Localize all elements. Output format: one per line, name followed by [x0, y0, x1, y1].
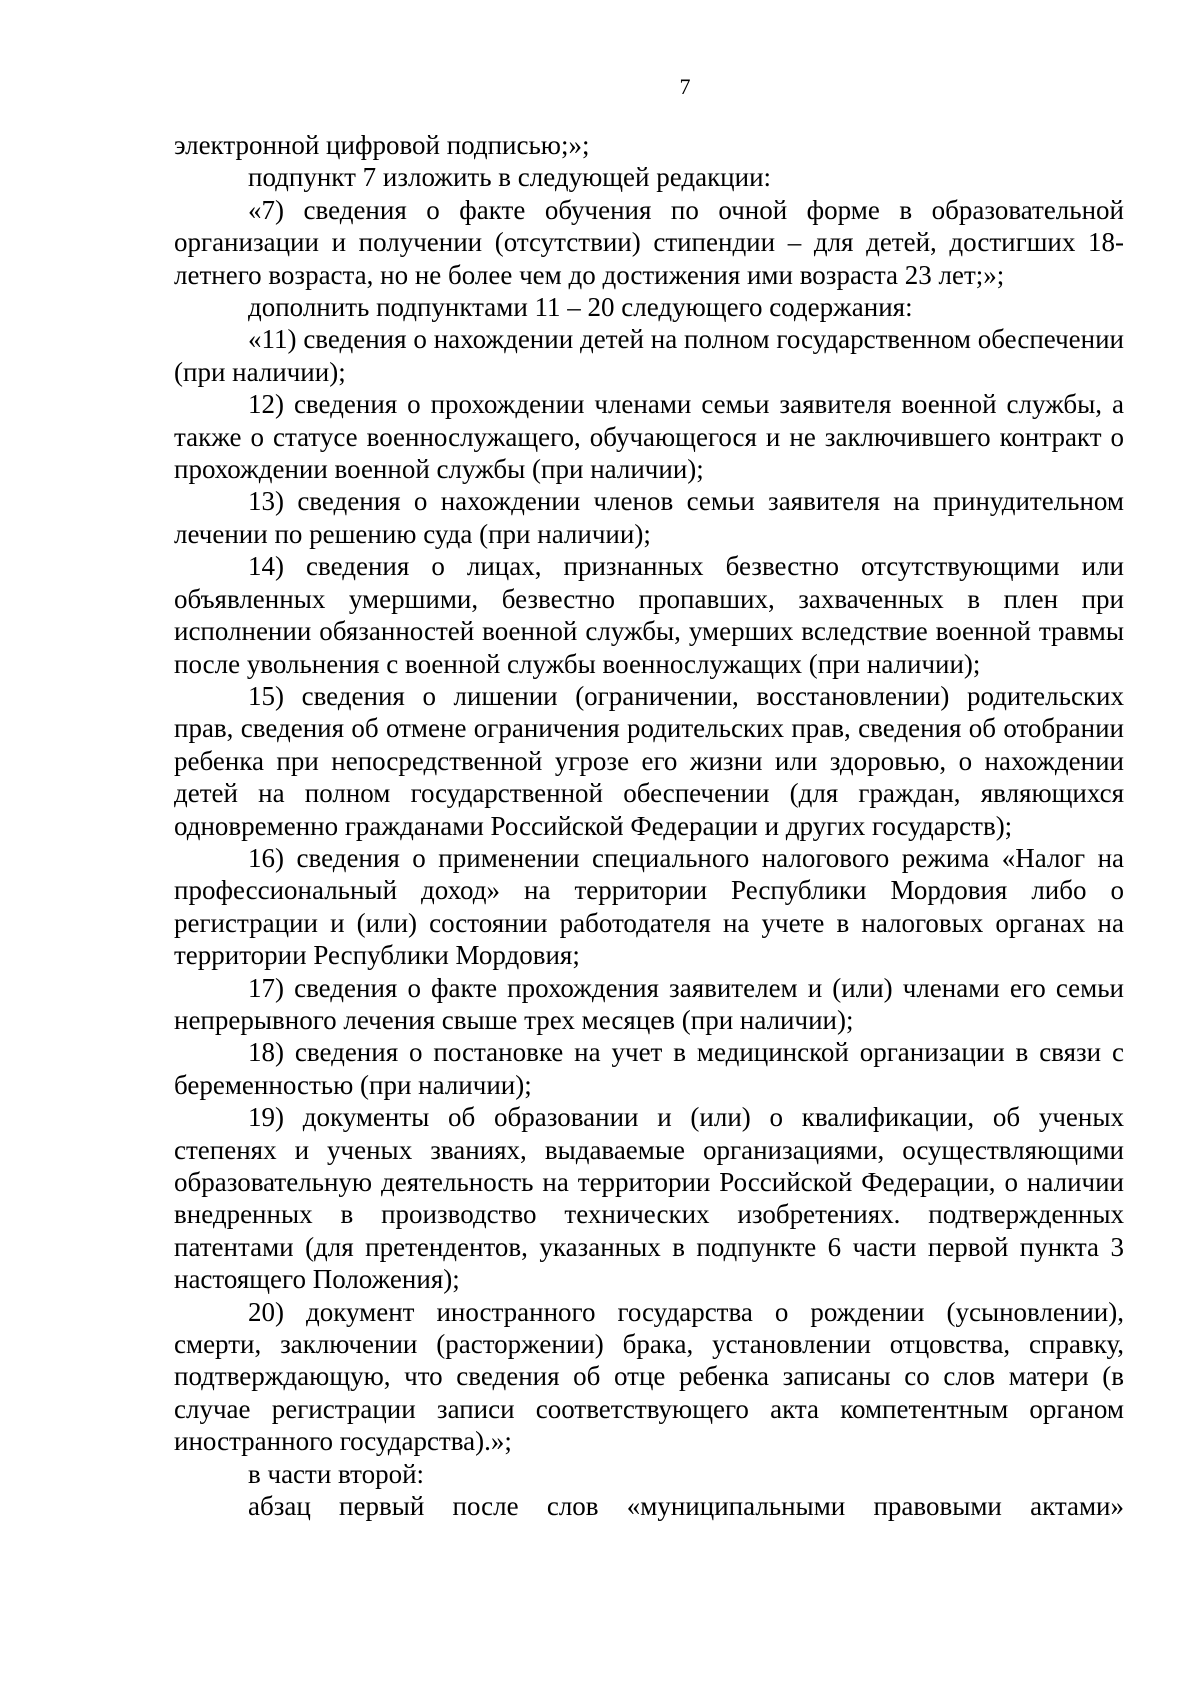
document-body [174, 129, 1124, 1522]
paragraph-part-two-instruction: в части второй: [248, 1458, 425, 1489]
paragraph-continuation: электронной цифровой подписью;»; [174, 130, 590, 160]
paragraph-subpoint-18: 18) сведения о постановке на учет в медицинской организации в связи с беременностью (при наличии); [174, 1037, 1124, 1100]
paragraph-subpoint-17: 17) сведения о факте прохождения заявителем и (или) членами его семьи непрерывного лечения свыше трех месяцев (при наличии); [174, 972, 1124, 1035]
paragraph-subpoint-7: «7) сведения о факте обучения по очной форме в образовательной организации и получении (отсутствии) стипендии – для детей, достигших 18-летнего возраста, но не более чем до достижения ими возраста 23 лет;»; [174, 194, 1124, 290]
paragraph-subpoint-16: 16) сведения о применении специального налогового режима «Налог на профессиональный доход» на территории Республики Мордовия либо о регистрации и (или) состоянии работодателя на учете в налоговых органах на территории Республики Мордовия; [174, 842, 1124, 971]
paragraph-subpoint-14: 14) сведения о лицах, признанных безвестно отсутствующими или объявленных умершими, безвестно пропавших, захваченных в плен при исполнении обязанностей военной службы, умерших вследствие военной травмы после увольнения с военной службы военнослужащих (при наличии); [174, 551, 1124, 679]
paragraph-first-paragraph-instruction: абзац первый после слов «муниципальными правовыми актами» [248, 1491, 1124, 1522]
paragraph-subpoint-20: 20) документ иностранного государства о рождении (усыновлении), смерти, заключении (расторжении) брака, установлении отцовства, справку, подтверждающую, что сведения об отце ребенка записаны со слов матери (в случае регистрации записи соответствующего акта компетентным органом иностранного государства).»; [174, 1296, 1124, 1457]
paragraph-subpoint-11: «11) сведения о нахождении детей на полном государственном обеспечении (при наличии); [174, 324, 1124, 387]
paragraph-subpoint-15: 15) сведения о лишении (ограничении, восстановлении) родительских прав, сведения об отмене ограничения родительских прав, сведения об отобрании ребенка при непосредственной угрозе его жизни или здоровью, о нахождении детей на полном государственной обеспечении (для граждан, являющихся одновременно гражданами Российской Федерации и других государств); [174, 680, 1124, 841]
paragraph-subpoint-13: 13) сведения о нахождении членов семьи заявителя на принудительном лечении по решению суда (при наличии); [174, 486, 1124, 549]
paragraph-subpoint-7-instruction: подпункт 7 изложить в следующей редакции: [248, 162, 772, 193]
page-number: 7 [679, 74, 691, 99]
paragraph-add-subpoints-instruction: дополнить подпунктами 11 – 20 следующего содержания: [248, 292, 913, 323]
paragraph-subpoint-12: 12) сведения о прохождении членами семьи заявителя военной службы, а также о статусе военнослужащего, обучающегося и не заключившего контракт о прохождении военной службы (при наличии); [174, 389, 1124, 485]
paragraph-subpoint-19: 19) документы об образовании и (или) о квалификации, об ученых степенях и ученых званиях, выдаваемые организациями, осуществляющими образовательную деятельность на территории Российской Федерации, о наличии внедренных в производство технических изобретениях. подтвержденных патентами (для претендентов, указанных в подпункте 6 части первой пункта 3 настоящего Положения); [174, 1102, 1124, 1295]
